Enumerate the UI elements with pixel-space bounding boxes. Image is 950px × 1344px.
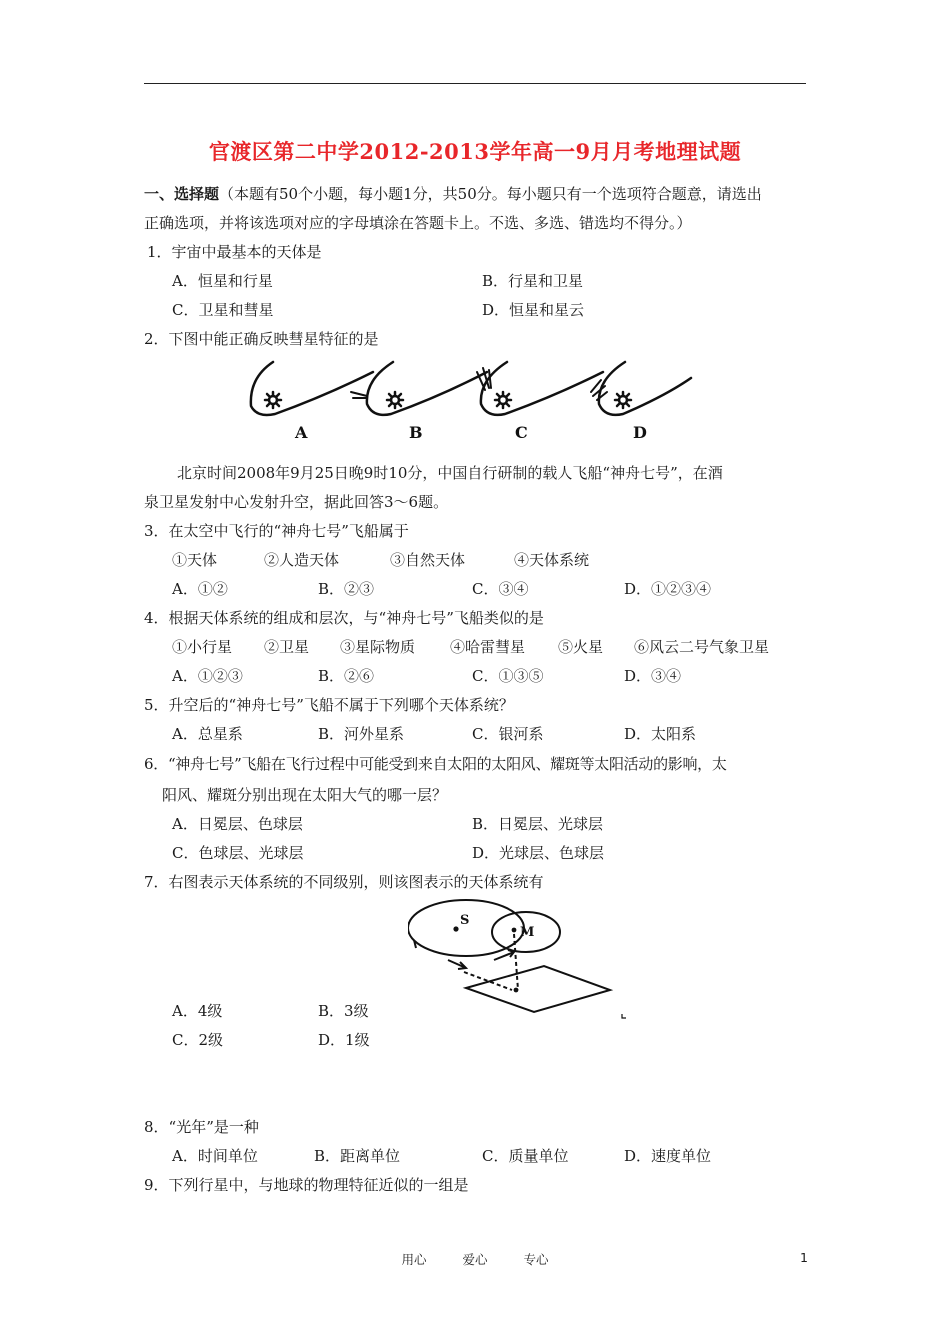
q4-option-c: C．①③⑤ bbox=[472, 667, 544, 685]
q3-item-4: ④天体系统 bbox=[514, 551, 590, 569]
comet-a-orbit bbox=[251, 362, 373, 415]
passage-line-1: 北京时间2008年9月25日晚9时10分，中国自行研制的载人飞船“神舟七号”，在酒 bbox=[177, 464, 723, 482]
q9-stem: 9．下列行星中，与地球的物理特征近似的一组是 bbox=[144, 1176, 469, 1194]
figure-label-m: M bbox=[520, 925, 535, 940]
q3-stem: 3．在太空中飞行的“神舟七号”飞船属于 bbox=[144, 522, 409, 540]
q1-option-b: B．行星和卫星 bbox=[482, 272, 584, 290]
q3-option-a: A．①② bbox=[172, 580, 228, 598]
q4-option-a: A．①②③ bbox=[172, 667, 243, 685]
q3-item-3: ③自然天体 bbox=[390, 551, 466, 569]
q4-option-b: B．②⑥ bbox=[318, 667, 375, 685]
q4-item-2: ②卫星 bbox=[264, 638, 310, 656]
q4-item-6: ⑥风云二号气象卫星 bbox=[634, 638, 770, 656]
q7-option-d: D．1级 bbox=[318, 1031, 370, 1049]
figure-label-s: S bbox=[460, 913, 470, 928]
q6-option-b: B．日冕层、光球层 bbox=[472, 815, 604, 833]
q3-option-d: D．①②③④ bbox=[624, 580, 712, 598]
q4-stem: 4．根据天体系统的组成和层次，与“神舟七号”飞船类似的是 bbox=[144, 609, 544, 627]
q6-option-a: A．日冕层、色球层 bbox=[172, 815, 303, 833]
q7-option-a: A．4级 bbox=[172, 1002, 223, 1020]
q4-item-4: ④哈雷彗星 bbox=[450, 638, 526, 656]
comet-c-orbit bbox=[481, 362, 603, 415]
footer-word-2: 爱心 bbox=[462, 1252, 488, 1267]
section-description: （本题有50个小题，每小题1分，共50分。每小题只有一个选项符合题意，请选出 bbox=[219, 185, 762, 203]
section-description-cont: 正确选项，并将该选项对应的字母填涂在答题卡上。不选、多选、错选均不得分。） bbox=[144, 214, 692, 232]
celestial-system-figure bbox=[408, 898, 638, 1020]
q1-option-d: D．恒星和星云 bbox=[482, 301, 585, 319]
q4-option-d: D．③④ bbox=[624, 667, 682, 685]
q8-option-d: D．速度单位 bbox=[624, 1147, 712, 1165]
q5-stem: 5．升空后的“神舟七号”飞船不属于下列哪个天体系统？ bbox=[144, 696, 514, 714]
q2-stem: 2．下图中能正确反映彗星特征的是 bbox=[144, 330, 379, 348]
page-number: 1 bbox=[800, 1250, 808, 1265]
q3-option-b: B．②③ bbox=[318, 580, 375, 598]
comet-d-sun-icon bbox=[615, 392, 631, 408]
comet-label-b: B bbox=[409, 423, 423, 442]
comet-label-a: A bbox=[295, 423, 308, 442]
q5-option-b: B．河外星系 bbox=[318, 725, 405, 743]
q1-option-c: C．卫星和彗星 bbox=[172, 301, 274, 319]
q6-option-d: D．光球层、色球层 bbox=[472, 844, 605, 862]
comet-d-orbit bbox=[599, 362, 691, 415]
q6-option-c: C．色球层、光球层 bbox=[172, 844, 304, 862]
q6-stem: 6．“神舟七号”飞船在飞行过程中可能受到来自太阳的太阳风、耀斑等太阳活动的影响，太 bbox=[144, 755, 727, 773]
q4-item-3: ③星际物质 bbox=[340, 638, 416, 656]
q5-option-c: C．银河系 bbox=[472, 725, 544, 743]
q6-stem-cont: 阳风、耀斑分别出现在太阳大气的哪一层？ bbox=[162, 786, 448, 804]
q8-option-c: C．质量单位 bbox=[482, 1147, 569, 1165]
q7-option-b: B．3级 bbox=[318, 1002, 369, 1020]
q3-item-1: ①天体 bbox=[172, 551, 218, 569]
q8-stem: 8．“光年”是一种 bbox=[144, 1118, 259, 1136]
comet-b-orbit bbox=[367, 362, 487, 415]
comet-label-c: C bbox=[515, 423, 528, 442]
q1-option-a: A．恒星和行星 bbox=[172, 272, 273, 290]
q4-item-1: ①小行星 bbox=[172, 638, 233, 656]
plane-parallelogram bbox=[466, 966, 610, 1012]
comet-figure bbox=[245, 356, 695, 444]
q8-option-b: B．距离单位 bbox=[314, 1147, 401, 1165]
footer-word-3: 专心 bbox=[523, 1252, 549, 1267]
comet-b-sun-icon bbox=[387, 392, 403, 408]
footer-word-1: 用心 bbox=[401, 1252, 427, 1267]
section-heading: 一、选择题 bbox=[144, 185, 220, 203]
comet-a-sun-icon bbox=[265, 392, 281, 408]
page-title: 官渡区第二中学2012-2013学年高一9月月考地理试题 bbox=[208, 139, 742, 164]
q7-stem: 7．右图表示天体系统的不同级别，则该图表示的天体系统有 bbox=[144, 873, 544, 891]
q7-option-c: C．2级 bbox=[172, 1031, 224, 1049]
q3-option-c: C．③④ bbox=[472, 580, 529, 598]
q8-option-a: A．时间单位 bbox=[172, 1147, 258, 1165]
q4-item-5: ⑤火星 bbox=[558, 638, 604, 656]
q5-option-a: A．总星系 bbox=[172, 725, 243, 743]
comet-c-sun-icon bbox=[495, 392, 511, 408]
section-heading-line bbox=[144, 184, 762, 204]
q5-option-d: D．太阳系 bbox=[624, 725, 697, 743]
passage-line-2: 泉卫星发射中心发射升空，据此回答3～6题。 bbox=[144, 493, 449, 511]
q3-item-2: ②人造天体 bbox=[264, 551, 340, 569]
header-rule bbox=[144, 83, 806, 84]
q1-stem: 1．宇宙中最基本的天体是 bbox=[147, 243, 322, 261]
comet-label-d: D bbox=[633, 423, 647, 442]
